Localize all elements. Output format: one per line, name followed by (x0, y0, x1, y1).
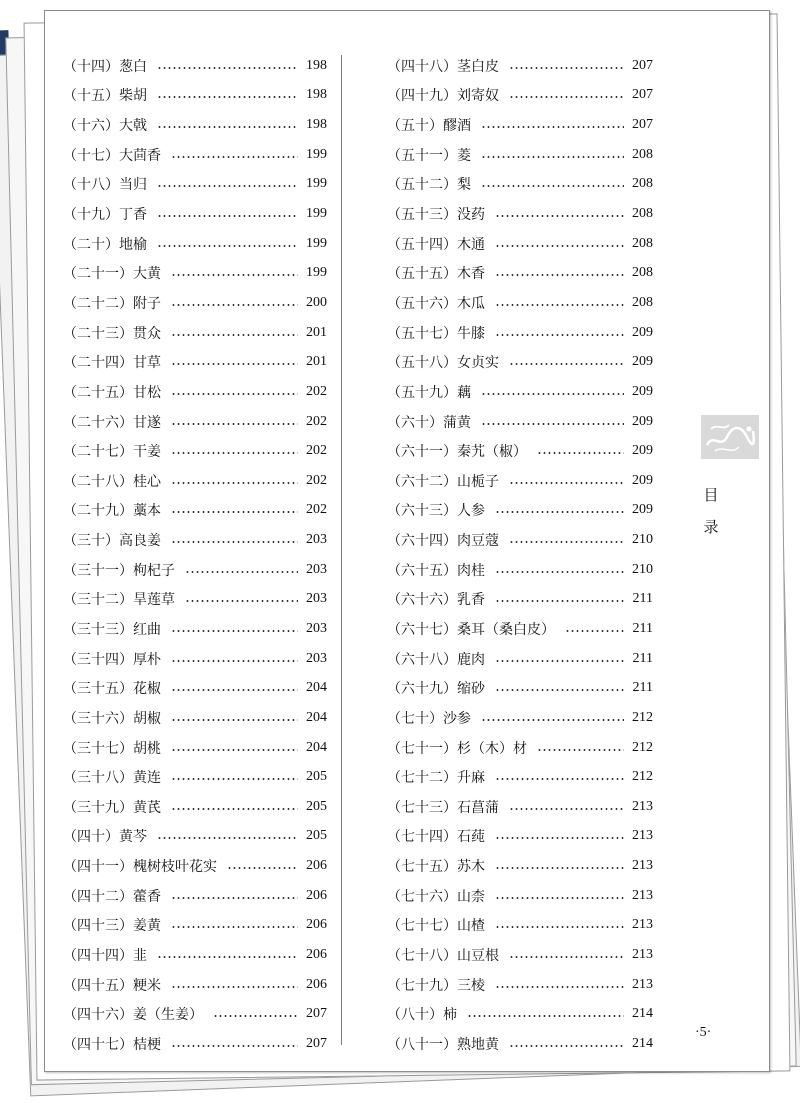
toc-entry (63, 407, 327, 437)
toc-leader-dots (509, 482, 624, 484)
toc-entry-label: （十四）葱白 (63, 58, 147, 75)
toc-leader-dots (495, 334, 624, 336)
toc-entry-page: 208 (632, 294, 653, 310)
toc-entry-label: （五十九）藕 (387, 384, 471, 401)
toc-entry-page: 198 (306, 117, 327, 133)
toc-entry-label: （二十九）藁本 (63, 503, 161, 520)
toc-entry (387, 585, 653, 615)
toc-entry (387, 555, 653, 585)
toc-entry-label: （四十）黄芩 (63, 829, 147, 846)
toc-leader-dots (171, 630, 298, 632)
toc-entry-page: 206 (306, 917, 327, 933)
toc-entry-page: 202 (306, 443, 327, 459)
toc-entry (63, 585, 327, 615)
toc-entry (387, 170, 653, 200)
toc-entry-page: 199 (306, 235, 327, 251)
toc-entry (63, 792, 327, 822)
toc-entry-label: （七十八）山豆根 (387, 948, 499, 965)
toc-entry-label: （七十九）三棱 (387, 977, 485, 994)
toc-entry-page: 205 (306, 769, 327, 785)
toc-entry (387, 199, 653, 229)
toc-leader-dots (171, 749, 298, 751)
toc-leader-dots (157, 67, 298, 69)
toc-entry-page: 199 (306, 176, 327, 192)
toc-leader-dots (171, 363, 298, 365)
toc-leader-dots (171, 719, 298, 721)
toc-leader-dots (157, 837, 298, 839)
toc-leader-dots (157, 185, 298, 187)
toc-leader-dots (495, 245, 624, 247)
toc-leader-dots (157, 126, 298, 128)
toc-entry-label: （四十八）茎白皮 (387, 58, 499, 75)
toc-entry (387, 1000, 653, 1030)
toc-entry-page: 206 (306, 858, 327, 874)
toc-entry-page: 212 (632, 739, 653, 755)
toc-entry-label: （三十六）胡椒 (63, 710, 161, 727)
section-title-char-1: 目 (703, 486, 719, 504)
toc-entry (63, 258, 327, 288)
toc-leader-dots (171, 511, 298, 513)
toc-entry (63, 436, 327, 466)
toc-leader-dots (495, 867, 624, 869)
toc-leader-dots (509, 956, 624, 958)
toc-leader-dots (171, 778, 298, 780)
toc-entry-page: 199 (306, 206, 327, 222)
toc-entry-label: （二十三）贯众 (63, 325, 161, 342)
toc-entry (63, 911, 327, 941)
toc-entry-page: 213 (632, 828, 653, 844)
toc-entry-page: 208 (632, 176, 653, 192)
toc-entry (63, 347, 327, 377)
toc-leader-dots (171, 393, 298, 395)
toc-leader-dots (171, 334, 298, 336)
toc-entry (387, 644, 653, 674)
toc-entry-label: （五十三）没药 (387, 207, 485, 224)
toc-entry-label: （三十七）胡桃 (63, 740, 161, 757)
toc-leader-dots (509, 1045, 624, 1047)
toc-entry-page: 202 (306, 383, 327, 399)
toc-entry (63, 170, 327, 200)
toc-entry (63, 940, 327, 970)
toc-leader-dots (171, 660, 298, 662)
toc-entry-label: （六十三）人参 (387, 503, 485, 520)
toc-entry (63, 199, 327, 229)
toc-entry-label: （四十五）粳米 (63, 977, 161, 994)
toc-leader-dots (509, 67, 624, 69)
toc-entry (63, 110, 327, 140)
toc-entry-page: 206 (306, 947, 327, 963)
toc-entry-page: 214 (632, 1035, 653, 1051)
toc-entry-page: 208 (632, 206, 653, 222)
toc-entry-page: 205 (306, 798, 327, 814)
toc-entry (63, 822, 327, 852)
toc-entry-label: （七十一）杉（木）材 (387, 740, 527, 757)
toc-entry-label: （三十八）黄连 (63, 770, 161, 787)
toc-leader-dots (171, 304, 298, 306)
toc-entry-page: 214 (632, 1006, 653, 1022)
toc-leader-dots (537, 452, 624, 454)
column-divider (341, 55, 342, 1045)
toc-entry-label: （七十五）苏木 (387, 859, 485, 876)
toc-entry-label: （二十七）干姜 (63, 444, 161, 461)
toc-entry-page: 209 (632, 383, 653, 399)
toc-entry-page: 201 (306, 324, 327, 340)
toc-entry-label: （四十一）槐树枝叶花实 (63, 859, 217, 876)
toc-entry-page: 209 (632, 502, 653, 518)
toc-entry-label: （六十九）缩砂 (387, 681, 485, 698)
toc-entry-page: 211 (632, 591, 653, 607)
toc-leader-dots (495, 778, 624, 780)
toc-entry (63, 229, 327, 259)
toc-leader-dots (171, 808, 298, 810)
toc-entry-label: （六十六）乳香 (387, 592, 485, 609)
toc-leader-dots (495, 926, 624, 928)
toc-entry (387, 673, 653, 703)
toc-entry-label: （六十四）肉豆蔻 (387, 533, 499, 550)
toc-entry (387, 466, 653, 496)
page-number: ·5· (695, 1025, 712, 1040)
toc-left-column (63, 51, 327, 1059)
toc-leader-dots (495, 571, 624, 573)
toc-leader-dots (157, 245, 298, 247)
toc-entry-label: （五十六）木瓜 (387, 295, 485, 312)
toc-entry (63, 466, 327, 496)
toc-entry-page: 202 (306, 502, 327, 518)
toc-entry-label: （四十三）姜黄 (63, 918, 161, 935)
toc-entry (63, 555, 327, 585)
toc-entry-label: （六十七）桑耳（桑白皮） (387, 621, 555, 638)
toc-entry-label: （五十七）牛膝 (387, 325, 485, 342)
toc-entry (63, 1029, 327, 1059)
section-title-char-2: 录 (703, 518, 719, 536)
toc-entry-page: 208 (632, 265, 653, 281)
toc-entry (63, 1000, 327, 1030)
toc-entry-page: 211 (632, 650, 653, 666)
toc-entry-label: （五十）醪酒 (387, 118, 471, 135)
toc-entry-label: （三十一）枸杞子 (63, 562, 175, 579)
toc-entry-page: 204 (306, 709, 327, 725)
toc-entry-page: 198 (306, 57, 327, 73)
toc-leader-dots (157, 96, 298, 98)
toc-leader-dots (171, 926, 298, 928)
toc-entry (387, 140, 653, 170)
toc-entry (387, 940, 653, 970)
toc-entry-label: （四十九）刘寄奴 (387, 88, 499, 105)
toc-entry (387, 110, 653, 140)
toc-leader-dots (171, 452, 298, 454)
toc-entry-label: （二十八）桂心 (63, 473, 161, 490)
toc-entry-label: （二十四）甘草 (63, 355, 161, 372)
toc-entry-page: 210 (632, 532, 653, 548)
toc-leader-dots (227, 867, 298, 869)
toc-entry-page: 207 (632, 57, 653, 73)
toc-entry (63, 614, 327, 644)
toc-entry-page: 203 (306, 650, 327, 666)
toc-entry-page: 209 (632, 354, 653, 370)
toc-leader-dots (509, 808, 624, 810)
toc-entry (387, 911, 653, 941)
toc-leader-dots (495, 600, 625, 602)
toc-entry-label: （四十七）桔梗 (63, 1036, 161, 1053)
toc-leader-dots (495, 215, 624, 217)
toc-entry-page: 209 (632, 443, 653, 459)
toc-entry (63, 881, 327, 911)
toc-entry-label: （二十六）甘遂 (63, 414, 161, 431)
toc-entry (387, 318, 653, 348)
toc-entry-page: 207 (306, 1035, 327, 1051)
toc-entry (387, 407, 653, 437)
toc-leader-dots (171, 897, 298, 899)
toc-entry-label: （五十四）木通 (387, 236, 485, 253)
toc-leader-dots (495, 986, 624, 988)
toc-entry-page: 213 (632, 858, 653, 874)
toc-entry-label: （八十）柿 (387, 1007, 457, 1024)
toc-leader-dots (185, 571, 298, 573)
toc-entry (387, 436, 653, 466)
toc-entry-label: （七十七）山楂 (387, 918, 485, 935)
toc-entry-label: （二十一）大黄 (63, 266, 161, 283)
toc-entry-label: （二十五）甘松 (63, 384, 161, 401)
toc-entry-page: 213 (632, 917, 653, 933)
toc-entry-label: （六十二）山栀子 (387, 473, 499, 490)
toc-entry-label: （十八）当归 (63, 177, 147, 194)
toc-entry (63, 762, 327, 792)
toc-entry (63, 644, 327, 674)
toc-entry-page: 210 (632, 561, 653, 577)
toc-leader-dots (509, 96, 624, 98)
toc-entry-page: 206 (306, 976, 327, 992)
toc-entry-label: （三十）高良姜 (63, 533, 161, 550)
toc-entry-label: （三十九）黄芪 (63, 799, 161, 816)
toc-entry (387, 762, 653, 792)
toc-leader-dots (495, 511, 624, 513)
toc-entry-label: （十五）柴胡 (63, 88, 147, 105)
toc-entry-page: 213 (632, 976, 653, 992)
toc-leader-dots (509, 541, 624, 543)
toc-leader-dots (495, 274, 624, 276)
toc-entry-page: 207 (632, 87, 653, 103)
toc-leader-dots (495, 304, 624, 306)
toc-page (44, 10, 770, 1072)
toc-leader-dots (481, 423, 624, 425)
toc-entry-label: （七十二）升麻 (387, 770, 485, 787)
dragon-ornament-icon (701, 415, 759, 459)
toc-entry-page: 198 (306, 87, 327, 103)
toc-entry-label: （六十）蒲黄 (387, 414, 471, 431)
toc-entry-page: 207 (306, 1006, 327, 1022)
toc-leader-dots (171, 1045, 298, 1047)
toc-entry-page: 206 (306, 887, 327, 903)
section-title (701, 479, 721, 543)
toc-entry-page: 212 (632, 709, 653, 725)
toc-entry-label: （十六）大戟 (63, 118, 147, 135)
toc-entry-page: 202 (306, 472, 327, 488)
toc-entry-page: 207 (632, 117, 653, 133)
toc-entry (63, 140, 327, 170)
toc-leader-dots (171, 423, 298, 425)
toc-entry-label: （五十二）梨 (387, 177, 471, 194)
toc-entry-page: 213 (632, 887, 653, 903)
toc-entry-page: 201 (306, 354, 327, 370)
toc-entry-label: （七十六）山柰 (387, 888, 485, 905)
toc-entry-page: 203 (306, 561, 327, 577)
toc-entry-label: （三十五）花椒 (63, 681, 161, 698)
toc-leader-dots (185, 600, 298, 602)
toc-entry (387, 1029, 653, 1059)
toc-entry (63, 51, 327, 81)
toc-entry (63, 81, 327, 111)
toc-entry (63, 673, 327, 703)
toc-entry (63, 703, 327, 733)
toc-entry-page: 202 (306, 413, 327, 429)
toc-entry-page: 209 (632, 413, 653, 429)
toc-entry-page: 203 (306, 532, 327, 548)
toc-entry-page: 213 (632, 947, 653, 963)
toc-leader-dots (481, 185, 624, 187)
toc-leader-dots (157, 956, 298, 958)
toc-entry-label: （三十二）旱莲草 (63, 592, 175, 609)
toc-entry-label: （四十六）姜（生姜） (63, 1007, 203, 1024)
toc-entry (387, 614, 653, 644)
toc-entry-label: （八十一）熟地黄 (387, 1036, 499, 1053)
toc-leader-dots (509, 363, 624, 365)
toc-leader-dots (495, 837, 624, 839)
toc-entry-label: （六十五）肉桂 (387, 562, 485, 579)
toc-entry (63, 496, 327, 526)
toc-entry-page: 213 (632, 798, 653, 814)
toc-entry-label: （二十）地榆 (63, 236, 147, 253)
toc-entry-page: 203 (306, 591, 327, 607)
toc-leader-dots (467, 1015, 624, 1017)
toc-entry (387, 733, 653, 763)
toc-leader-dots (157, 215, 298, 217)
toc-entry-page: 212 (632, 769, 653, 785)
toc-leader-dots (481, 156, 624, 158)
toc-leader-dots (171, 689, 298, 691)
toc-entry (63, 970, 327, 1000)
toc-entry-page: 199 (306, 146, 327, 162)
toc-entry-page: 204 (306, 680, 327, 696)
toc-leader-dots (537, 749, 624, 751)
toc-entry-page: 211 (632, 620, 653, 636)
toc-entry (387, 347, 653, 377)
toc-entry-label: （四十二）藿香 (63, 888, 161, 905)
toc-entry (387, 881, 653, 911)
toc-entry-page: 199 (306, 265, 327, 281)
toc-entry-label: （十七）大茴香 (63, 147, 161, 164)
toc-entry (387, 525, 653, 555)
toc-leader-dots (495, 689, 625, 691)
toc-leader-dots (171, 156, 298, 158)
toc-entry-page: 203 (306, 620, 327, 636)
toc-entry-page: 208 (632, 235, 653, 251)
toc-leader-dots (481, 393, 624, 395)
toc-leader-dots (481, 126, 624, 128)
toc-entry-label: （三十三）红曲 (63, 621, 161, 638)
toc-entry-label: （三十四）厚朴 (63, 651, 161, 668)
toc-entry (387, 822, 653, 852)
toc-entry (387, 851, 653, 881)
toc-entry (387, 229, 653, 259)
toc-entry-page: 205 (306, 828, 327, 844)
toc-right-column (387, 51, 653, 1059)
toc-entry-label: （六十八）鹿肉 (387, 651, 485, 668)
toc-entry (63, 377, 327, 407)
toc-entry (387, 81, 653, 111)
toc-entry-label: （五十八）女贞实 (387, 355, 499, 372)
toc-leader-dots (171, 274, 298, 276)
toc-leader-dots (495, 660, 625, 662)
toc-entry (387, 703, 653, 733)
toc-leader-dots (213, 1015, 298, 1017)
toc-leader-dots (565, 630, 625, 632)
toc-entry (63, 851, 327, 881)
toc-entry (63, 525, 327, 555)
toc-entry (387, 51, 653, 81)
toc-entry-label: （七十三）石菖蒲 (387, 799, 499, 816)
toc-entry (63, 733, 327, 763)
toc-entry-page: 209 (632, 324, 653, 340)
toc-entry (387, 258, 653, 288)
toc-entry-page: 211 (632, 680, 653, 696)
toc-leader-dots (171, 986, 298, 988)
toc-entry-page: 200 (306, 294, 327, 310)
toc-leader-dots (171, 482, 298, 484)
toc-entry (387, 792, 653, 822)
toc-entry-label: （七十）沙参 (387, 710, 471, 727)
toc-entry (387, 496, 653, 526)
toc-entry-label: （六十一）秦艽（椒） (387, 444, 527, 461)
toc-entry-label: （四十四）韭 (63, 948, 147, 965)
toc-leader-dots (171, 541, 298, 543)
toc-entry-page: 208 (632, 146, 653, 162)
toc-entry-label: （七十四）石莼 (387, 829, 485, 846)
toc-entry-page: 209 (632, 472, 653, 488)
toc-entry (387, 288, 653, 318)
toc-entry-label: （五十五）木香 (387, 266, 485, 283)
toc-entry-label: （五十一）菱 (387, 147, 471, 164)
toc-entry-page: 204 (306, 739, 327, 755)
toc-leader-dots (495, 897, 624, 899)
toc-leader-dots (481, 719, 624, 721)
toc-entry (63, 318, 327, 348)
toc-entry (387, 970, 653, 1000)
toc-entry (387, 377, 653, 407)
toc-entry-label: （十九）丁香 (63, 207, 147, 224)
toc-entry (63, 288, 327, 318)
toc-entry-label: （二十二）附子 (63, 295, 161, 312)
